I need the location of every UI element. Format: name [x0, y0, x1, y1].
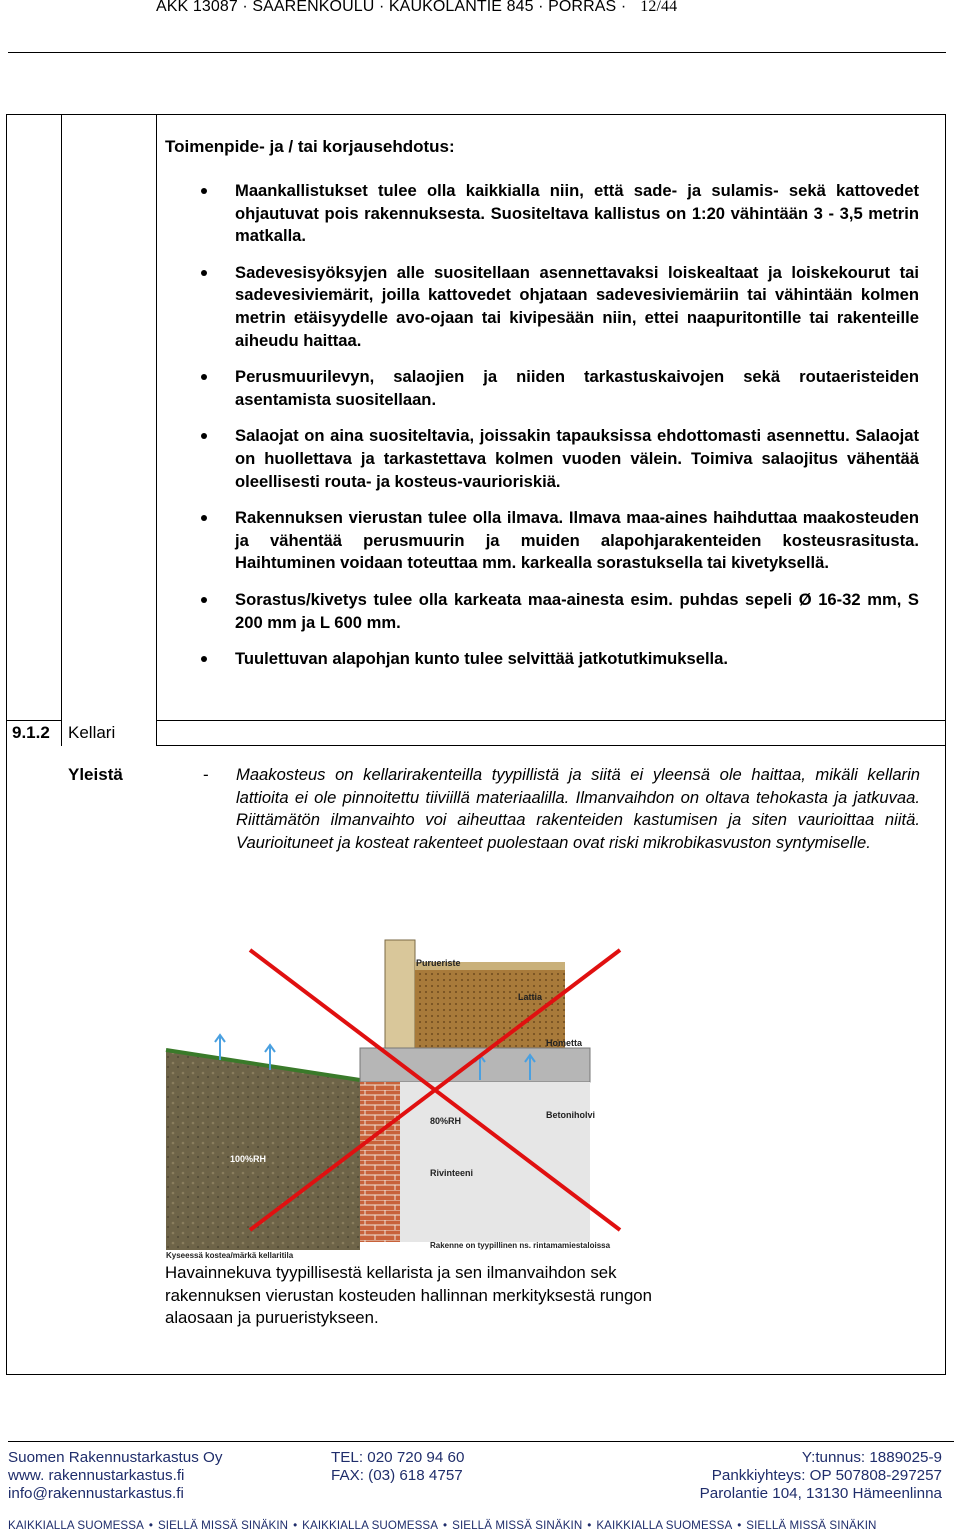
- subsection-cell-divider-2: [156, 720, 157, 746]
- subsection-row-bottom: [156, 745, 945, 746]
- row-divider-left: [7, 720, 61, 721]
- slogan-item: KAIKKIALLA SUOMESSA: [8, 1519, 144, 1532]
- footer-divider: [8, 1441, 954, 1442]
- footer-company: Suomen Rakennustarkastus Oy: [8, 1449, 223, 1466]
- bullet-icon: •: [587, 1519, 592, 1532]
- column-divider-1: [61, 115, 62, 729]
- page-header: [156, 0, 677, 16]
- footer-phone: TEL: 020 720 94 60: [331, 1449, 465, 1466]
- list-item: Sorastus/kivetys tulee olla karkeata maa-ainesta esim. puhdas sepeli Ø 16-32 mm, S 200 mm ja L 600 mm.: [201, 589, 919, 634]
- header-divider: [8, 52, 946, 53]
- footer-website-link[interactable]: www. rakennustarkastus.fi: [8, 1467, 185, 1484]
- footer-fax: FAX: (03) 618 4757: [331, 1467, 463, 1484]
- page-number: 12/44: [640, 0, 678, 15]
- list-item: Tuulettuvan alapohjan kunto tulee selvittää jatkotutkimuksella.: [201, 648, 919, 671]
- list-item: Salaojat on aina suositeltavia, joissakin tapauksissa ehdottomasti asennettu. Salaojat on huollettava ja tarkastettava kolmen vuoden välein. Toimiva salaojitus vähentää oleellisesti routa- ja kosteus-vaurioriskiä.: [201, 425, 919, 493]
- footer-email-link[interactable]: info@rakennustarkastus.fi: [8, 1485, 184, 1502]
- label-rivinteeni: Rivinteeni: [430, 1168, 474, 1178]
- label-betoniholvi: Betoniholvi: [546, 1110, 595, 1120]
- row-divider-right: [156, 720, 945, 721]
- wooden-wall: [385, 940, 415, 1048]
- figure-caption: Havainnekuva tyypillisestä kellarista ja sen ilmanvaihdon sek rakennuksen vierustan kosteuden hallinnan merkityksestä rungon alaosaan ja purueristykseen.: [165, 1263, 652, 1328]
- header-title: AKK 13087 · SAARENKOULU · KAUKOLANTIE 845 · PORRAS ·: [156, 0, 627, 15]
- bullet-icon: •: [293, 1519, 298, 1532]
- footer-business-id: Y:tunnus: 1889025-9: [801, 1449, 942, 1466]
- general-paragraph: Maakosteus on kellarirakenteilla tyypillistä ja siitä ei yleensä ole haittaa, mikäli kellarin lattioita ei ole pinnoitettu tiiviillä materiaalilla. Ilmanvaihdon on oltava tehokasta ja jatkuvaa. Riittämätön ilmanvaihto voi aiheuttaa rakenteiden kastumisen ja siten vaurioittaa niitä. Vaurioituneet ja kosteat rakenteet puolestaan ovat riski mikrobikasvuston syntymiselle.: [236, 765, 920, 852]
- subsection-cell-divider: [61, 729, 62, 746]
- label-rh100: 100%RH: [230, 1154, 267, 1164]
- list-item: Rakennuksen vierustan tulee olla ilmava. Ilmava maa-aines haihduttaa maakosteuden ja vähentää perusmuurin ja muiden alapohjarakenteiden kosteusrasitusta. Haihtuminen voidaan toteuttaa mm. karkealla sorastuksella tai kivetyksellä.: [201, 507, 919, 575]
- general-label: Yleistä: [68, 765, 123, 784]
- column-divider-2: [156, 115, 157, 729]
- concrete-slab: [360, 1048, 590, 1082]
- bullet-icon: •: [737, 1519, 742, 1532]
- bullet-icon: [201, 374, 207, 380]
- bullet-icon: [201, 433, 207, 439]
- bullet-icon: [201, 656, 207, 662]
- footer-address: Parolantie 104, 13130 Hämeenlinna: [699, 1485, 942, 1502]
- bullet-icon: [201, 597, 207, 603]
- label-hometta: Hometta: [546, 1038, 583, 1048]
- bullet-icon: [201, 515, 207, 521]
- label-note-right: Rakenne on tyypillinen ns. rintamamiestaloissa: [430, 1241, 611, 1250]
- brick-foundation: [360, 1082, 400, 1242]
- label-note-left: Kyseessä kostea/märkä kellaritila: [166, 1251, 294, 1260]
- slogan-item: KAIKKIALLA SUOMESSA: [302, 1519, 439, 1532]
- basement-illustration: [160, 930, 680, 1260]
- slogan-item: SIELLÄ MISSÄ SINÄKIN: [157, 1519, 289, 1532]
- list-item: Perusmuurilevyn, salaojien ja niiden tarkastuskaivojen sekä routaeristeiden asentamista suositellaan.: [201, 366, 919, 411]
- bullet-icon: [201, 270, 207, 276]
- basement-space: [400, 1082, 590, 1242]
- bullet-icon: •: [443, 1519, 448, 1532]
- list-dash: -: [203, 765, 209, 784]
- list-item: Maankallistukset tulee olla kaikkialla niin, että sade- ja sulamis- sekä kattovedet ohjautuvat pois rakennuksesta. Suositeltava kallistus on 1:20 vähintään 3 - 3,5 metrin matkalla.: [201, 180, 919, 248]
- slogan-item: SIELLÄ MISSÄ SINÄKIN: [746, 1519, 877, 1532]
- subsection-title: Kellari: [68, 723, 116, 742]
- slogan-item: SIELLÄ MISSÄ SINÄKIN: [452, 1519, 583, 1532]
- label-rh80: 80%RH: [430, 1116, 462, 1126]
- footer-slogan: [8, 1519, 954, 1532]
- bullet-icon: •: [148, 1519, 154, 1532]
- label-lattia: Lattia: [518, 992, 543, 1002]
- list-item: Sadevesisyöksyjen alle suositellaan asennettavaksi loiskealtaat ja loiskekourut tai sadevesiviemärit, joilla kattovedet ohjataan sadevesiviemäriin tai vähintään kolmen metrin etäisyydelle avo-ojaan tai kivipesään niin, ettei naapuritontille tai rakenteille aiheudu haittaa.: [201, 262, 919, 352]
- section-heading: Toimenpide- ja / tai korjausehdotus:: [165, 137, 455, 156]
- footer-bank: Pankkiyhteys: OP 507808-297257: [711, 1467, 942, 1484]
- slogan-item: KAIKKIALLA SUOMESSA: [596, 1519, 733, 1532]
- label-purueriste: Purueriste: [416, 958, 461, 968]
- subsection-number: 9.1.2: [12, 723, 50, 742]
- bullet-icon: [201, 188, 207, 194]
- recommendation-list: [201, 180, 919, 685]
